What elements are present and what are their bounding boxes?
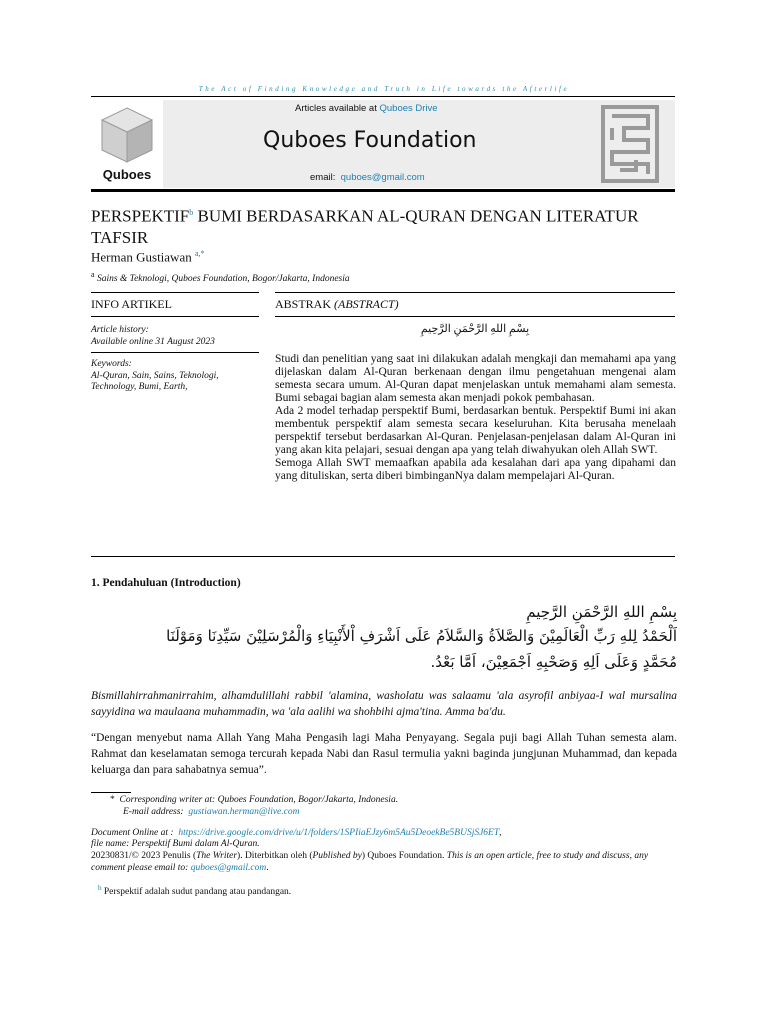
abstract-top-rule (275, 292, 675, 293)
journal-tagline: The Act of Finding Knowledge and Truth in Life towards the Afterlife (198, 85, 570, 93)
affiliation-marker: a (91, 270, 95, 279)
abstract-heading-main: ABSTRAK (275, 297, 332, 311)
kufic-calligraphy-logo (600, 104, 660, 184)
document-online-label: Document Online at : (91, 828, 174, 838)
title-part1: PERSPEKTIF (91, 206, 190, 226)
license-a: 20230831/© 2023 Penulis ( (91, 851, 197, 861)
keywords-label: Keywords: (91, 359, 132, 369)
article-title (91, 202, 681, 248)
title-part2: BUMI BERDASARKAN AL-QURAN DENGAN LITERATUR TAFSIR (91, 206, 639, 247)
abstract-basmalah: بِسْمِ اللهِ الرَّحْمَنِ الرَّحِيمِ (420, 323, 530, 335)
license-f: This is an open article, free to study and discuss, any comment please email to: (91, 851, 649, 873)
section-heading: 1. Pendahuluan (Introduction) (91, 577, 241, 589)
license-email-link[interactable]: quboes@gmail.com (190, 862, 267, 873)
abstract-paragraph: Ada 2 model terhadap perspektif Bumi, berdasarkan bentuk. Perspektif Bumi ini akan membentuk perspektif alam semesta secara keseluruhan. Kita berusaha menelaah perspektif tersebut berdasarkan Al-Quran. Penjelasan-penjelasan dalam Al-Quran ini yang akan kita pelajari, sesuai dengan apa yang telah diwahyukan oleh Allah SWT. (275, 405, 676, 456)
title-footnote-marker[interactable]: b (189, 208, 194, 217)
arabic-line-3: مُحَمَّدٍ وَعَلَى اَلِهِ وَصَحْبِهِ اَجْمَعِيْنَ، اَمَّا بَعْدُ. (430, 653, 677, 671)
abstract-body (275, 353, 676, 483)
license-d: Published by (312, 851, 362, 861)
intro-paragraph: “Dengan menyebut nama Allah Yang Maha Pengasih lagi Maha Penyayang. Segala puji bagi Allah Tuhan semesta alam. Rahmat dan keselamatan semoga tercurah kepada Nabi dan Rasul termulia yakni baginda jungjunan Muhammad, dan kepada keluarga dan para sahabatnya semua”. (91, 732, 677, 776)
license-b: The Writer (196, 851, 238, 861)
info-top-rule (91, 292, 259, 293)
articles-available (295, 103, 438, 114)
perspective-footnote-text: Perspektif adalah sudut pandang atau pandangan. (103, 887, 292, 898)
corresponding-marker: * (110, 795, 115, 805)
foundation-title: Quboes Foundation (263, 128, 477, 153)
header-top-rule (91, 96, 675, 97)
transliteration: Bismillahirrahmanirrahim, alhamdulillahi rabbil 'alamina, washolatu was salaamu 'ala asyrofil anbiyaa-I wal mursalina sayyidina wa maulaana muhammadin, wa 'ala aalihi wa shohbihi ajma'tina. Amma ba'du. (91, 690, 677, 718)
author-email-link[interactable]: gustiawan.herman@live.com (188, 807, 300, 817)
document-online (91, 828, 681, 840)
info-mid-rule (91, 352, 259, 353)
email-label: email: (310, 172, 336, 183)
article-history (91, 325, 261, 348)
document-online-tail: , (499, 828, 502, 838)
corresponding-footnote (110, 795, 398, 807)
abstract-sub-rule (275, 316, 675, 317)
header-bottom-rule (91, 189, 675, 192)
abstract-paragraph: Semoga Allah SWT memaafkan apabila ada kesalahan dari apa yang dipahami dan yang dituliskan, serta diberi bimbinganNya dalam mempelajari Al-Quran. (275, 457, 676, 482)
author-marker[interactable]: a,* (194, 249, 205, 258)
author (91, 249, 205, 265)
perspective-footnote-marker: b (98, 884, 102, 892)
arabic-line-2: اَلْحَمْدُ لِلهِ رَبِّ الْعَالَمِيْنَ وَالصَّلاَةُ وَالسَّلاَمُ عَلَى اَشْرَفِ اْلأَنْبِيَاءِ وَالْمُرْسَلِيْنَ سَيِّدِنَا وَمَوْلَنَا (166, 627, 677, 645)
license-end: . (266, 862, 269, 873)
affiliation-text: Sains & Teknologi, Quboes Foundation, Bogor/Jakarta, Indonesia (96, 274, 350, 285)
affiliation (91, 270, 350, 284)
available-label: Articles available at (295, 103, 377, 114)
author-name: Herman Gustiawan (91, 249, 192, 265)
perspective-footnote (98, 883, 291, 899)
keywords (91, 359, 261, 394)
license-text (91, 851, 681, 874)
keywords-list: Al-Quran, Sain, Sains, Teknologi, Technology, Bumi, Earth, (91, 370, 219, 392)
header-email (310, 172, 425, 183)
history-label: Article history: (91, 325, 149, 335)
file-name: file name: Perspektif Bumi dalam Al-Quran. (91, 839, 260, 849)
drive-folder-link[interactable]: https://drive.google.com/drive/u/1/folders/1SPIiaEJzy6m5Au5DeoekBe5BUSjSJ6ET (178, 828, 500, 838)
abstract-bottom-rule (91, 556, 675, 557)
email-footnote-label: E-mail address: (123, 807, 184, 817)
abstract-heading (275, 297, 399, 312)
header-email-link[interactable]: quboes@gmail.com (340, 172, 425, 183)
info-sub-rule (91, 316, 259, 317)
arabic-line-1: بِسْمِ اللهِ الرَّحْمَنِ الرَّحِيمِ (526, 603, 677, 621)
license-e: ) Quboes Foundation. (361, 851, 445, 861)
quboes-cube-logo (98, 104, 156, 166)
corresponding-text: Corresponding writer at: Quboes Foundation, Bogor/Jakarta, Indonesia. (119, 795, 399, 805)
license-c: ). Diterbitkan oleh ( (237, 851, 313, 861)
abstract-heading-en: (ABSTRACT) (334, 297, 399, 311)
history-value: Available online 31 August 2023 (91, 336, 215, 347)
abstract-paragraph: Studi dan penelitian yang saat ini dilakukan adalah mengkaji dan memahami apa yang dijelaskan dalam Al-Quran berkenaan dengan ilmu pengetahuan mengenai alam semesta secara umum. Al-Quran dapat menjelaskan untuk memahami alam semesta. Bumi sebagai bagian alam semesta akan menjadi pokok pembahasan. (275, 353, 676, 404)
footnote-rule (91, 792, 131, 793)
info-heading: INFO ARTIKEL (91, 297, 172, 311)
email-footnote (123, 807, 299, 819)
brand-name: Quboes (102, 167, 152, 182)
quboes-drive-link[interactable]: Quboes Drive (379, 103, 438, 114)
